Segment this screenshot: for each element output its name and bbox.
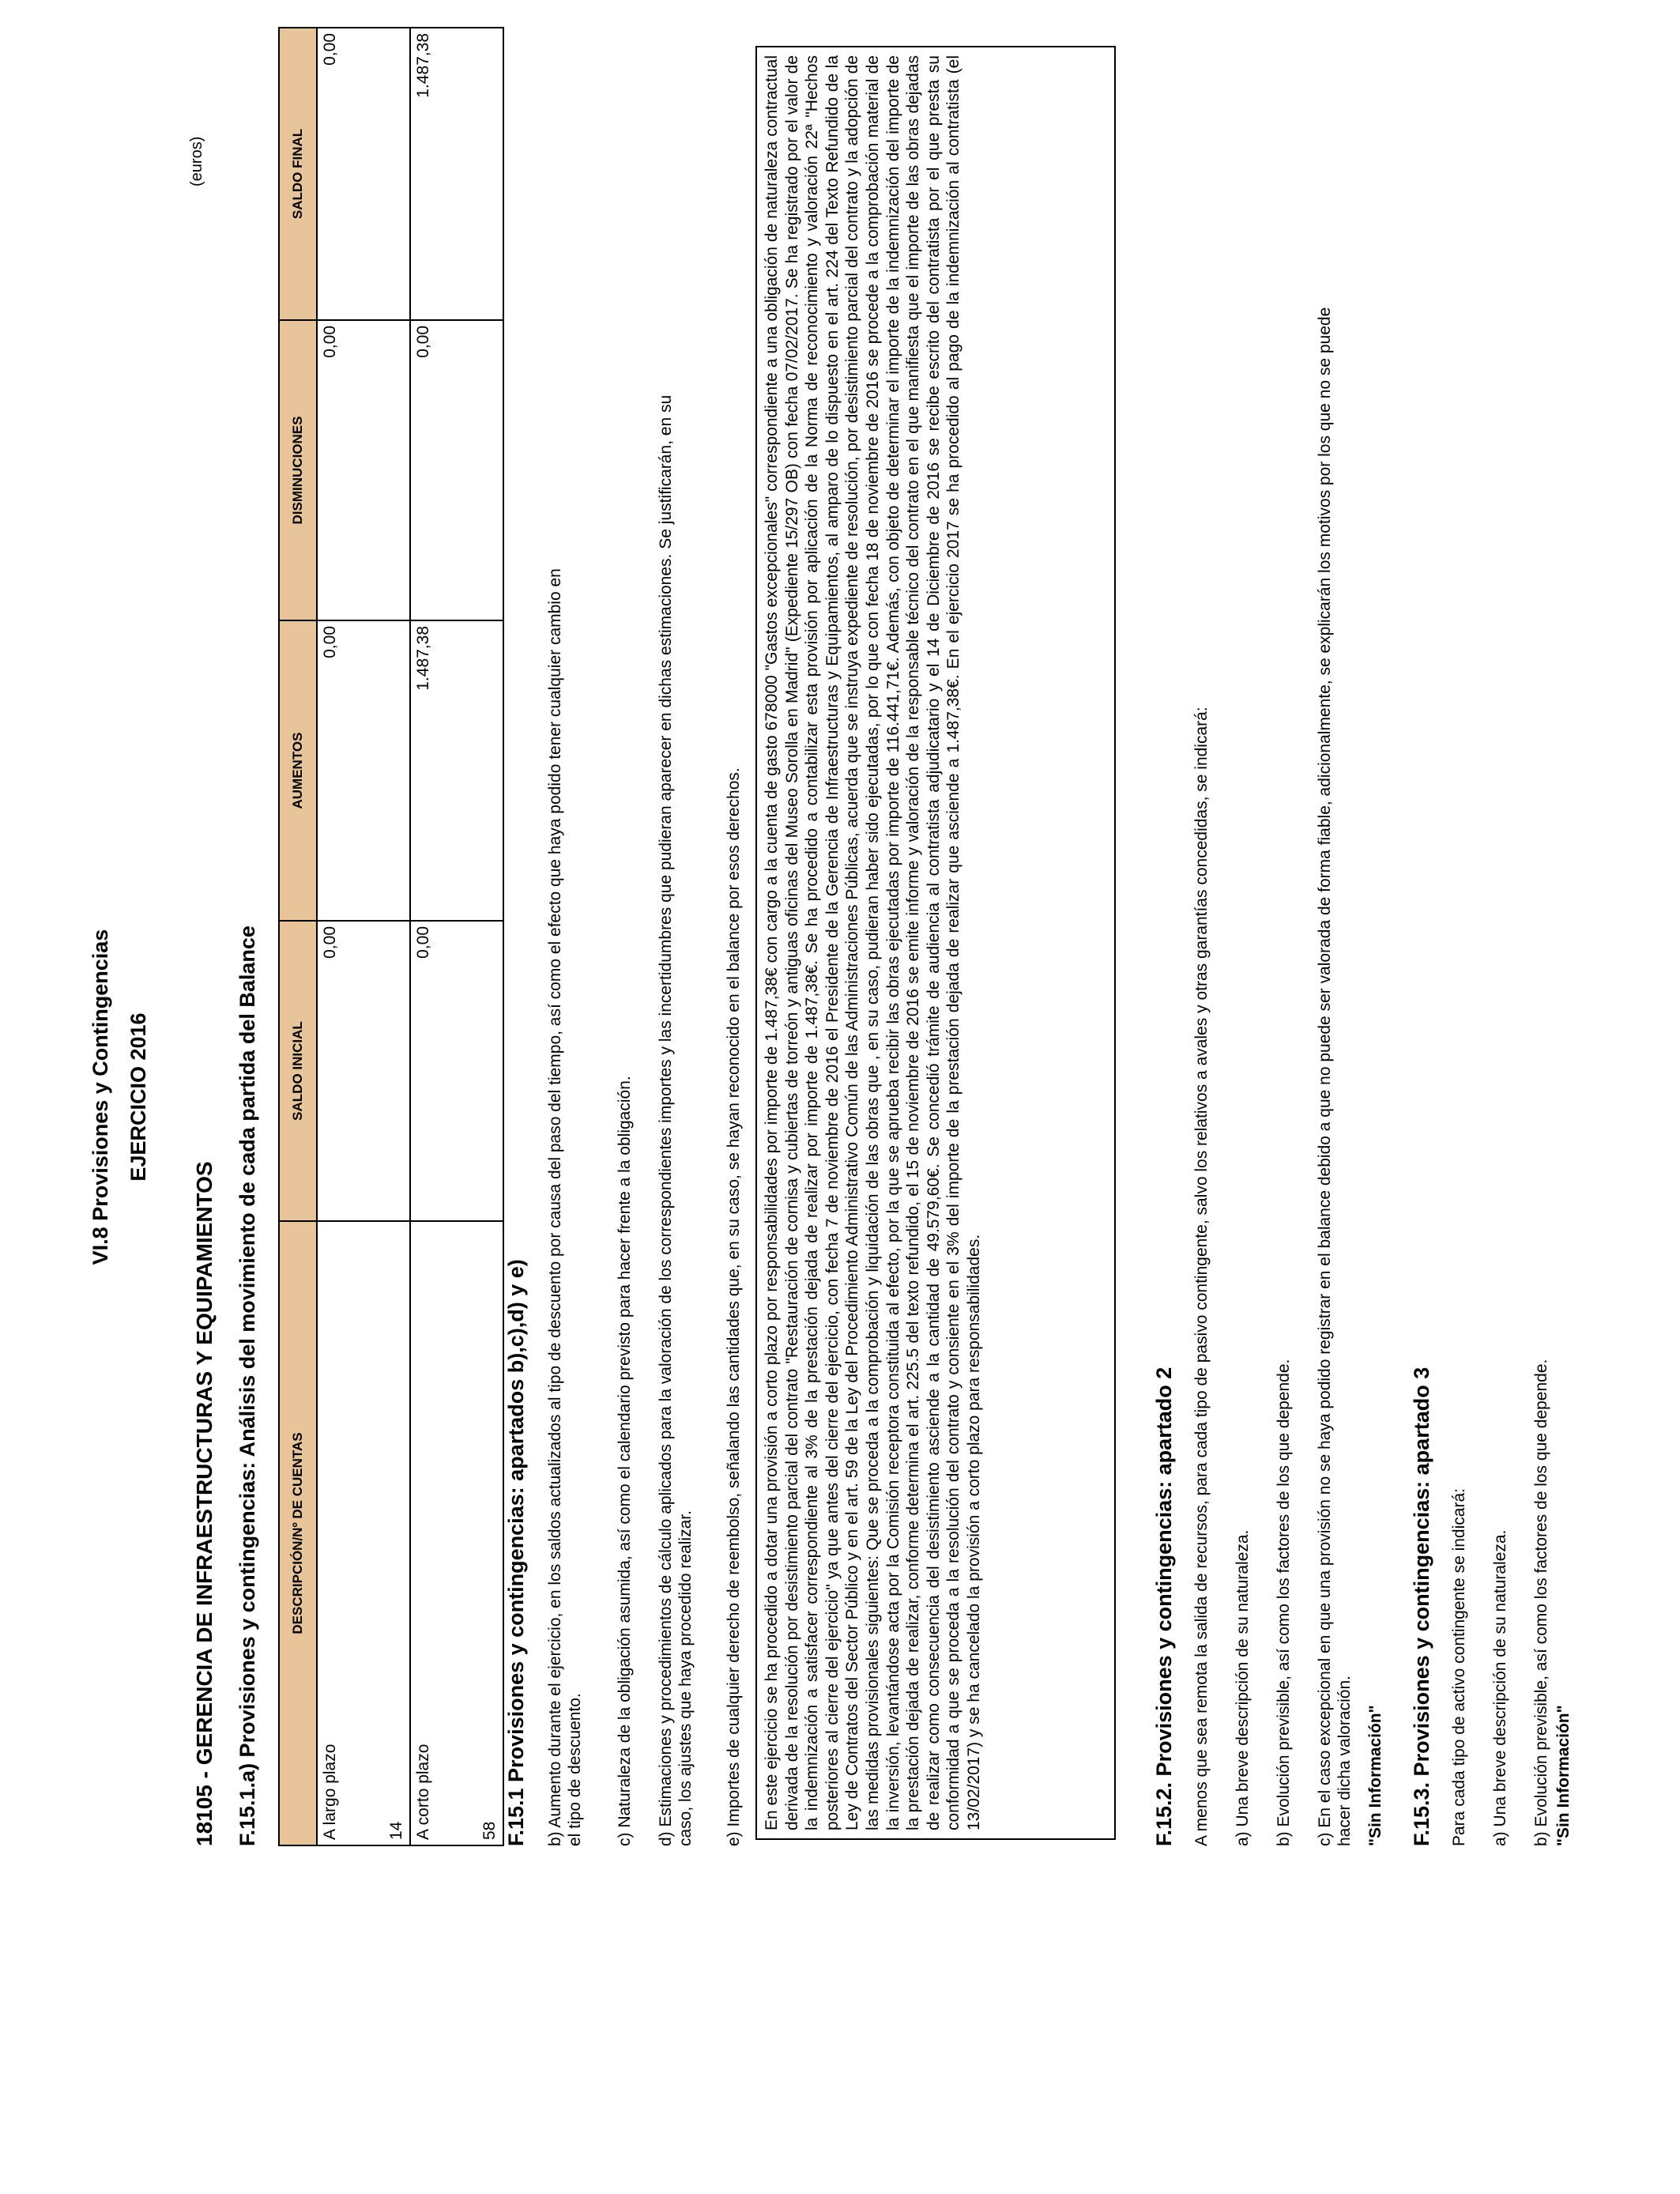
section-2-item-b: b) Evolución previsible, así como los factores de los que depende. — [1275, 1359, 1293, 1846]
section-3-no-info: "Sin Información" — [1554, 1705, 1573, 1846]
section-2-item-a: a) Una breve descripción de su naturaleza. — [1234, 1529, 1252, 1846]
row-description: A largo plazo — [317, 1221, 363, 1845]
section-1-item-b: b) Aumento durante el ejercicio, en los saldos actualizados al tipo de descuento por causa del paso del tiempo, así como el efecto que haya podido tener cualquier cambio en el tipo de descuento. — [546, 568, 584, 1846]
table-row — [317, 28, 363, 1845]
entity-heading: 18105 - GERENCIA DE INFRAESTRUCTURAS Y EQUIPAMIENTOS — [192, 1161, 217, 1846]
column-header: DISMINUCIONES — [279, 320, 317, 620]
section-1-heading: F.15.1 Provisiones y contingencias: apartados b),c),d) y e) — [504, 1259, 528, 1846]
saldo-final-cell: 1.487,38 — [410, 28, 457, 320]
section-1-item-c: c) Naturaleza de la obligación asumida, así como el calendario previsto para hacer frente a la obligación. — [616, 1076, 634, 1846]
section-1-item-e: e) Importes de cualquier derecho de reembolso, señalando las cantidades que, en su caso, se hayan reconocido en el balance por esos derechos. — [725, 767, 743, 1846]
table-row — [363, 28, 410, 1845]
movement-table — [278, 27, 504, 1846]
section-1-item-d: d) Estimaciones y procedimientos de cálculo aplicados para la valoración de los correspondientes importes y las incertidumbres que pudieran aparecer en dichas estimaciones. Se justificarán, en su caso, los ajustes que haya procedido realizar. — [657, 394, 695, 1846]
column-header: DESCRIPCIÓN/Nº DE CUENTAS — [279, 1221, 317, 1845]
row-description: A corto plazo — [410, 1221, 457, 1845]
page-title: VI.8 Provisiones y Contingencias — [89, 929, 112, 1265]
section-3-item-b: b) Evolución previsible, así como los factores de los que depende. — [1532, 1359, 1550, 1846]
exercise-label: EJERCICIO 2016 — [126, 1012, 150, 1182]
column-header: SALDO FINAL — [279, 28, 317, 320]
section-3-intro: Para cada tipo de activo contingente se indicará: — [1450, 1488, 1468, 1846]
saldo-final-cell: 0,00 — [317, 28, 363, 320]
disminuciones-cell: 0,00 — [410, 320, 457, 620]
disminuciones-cell: 0,00 — [317, 320, 363, 620]
table-row — [457, 28, 503, 1845]
row-account: 58 — [457, 1221, 503, 1845]
column-header: SALDO INICIAL — [279, 921, 317, 1221]
saldo-inicial-cell: 0,00 — [317, 921, 363, 1221]
table-header-row — [279, 28, 317, 1845]
section-3-heading: F.15.3. Provisiones y contingencias: apartado 3 — [1410, 1367, 1433, 1846]
section-2-heading: F.15.2. Provisiones y contingencias: apartado 2 — [1152, 1367, 1176, 1846]
aumentos-cell: 1.487,38 — [410, 620, 457, 921]
column-header: AUMENTOS — [279, 620, 317, 921]
aumentos-cell: 0,00 — [317, 620, 363, 921]
table-row — [410, 28, 457, 1845]
section-2-no-info: "Sin Información" — [1366, 1705, 1384, 1846]
section-a-heading: F.15.1.a) Provisiones y contingencias: Análisis del movimiento de cada partida del Balance — [235, 925, 259, 1846]
section-3-item-a: a) Una breve descripción de su naturaleza. — [1491, 1529, 1509, 1846]
provision-explanation-box: En este ejercicio se ha procedido a dotar una provisión a corto plazo por responsabilidades por importe de 1.487,38€ con cargo a la cuenta de gasto 678000 "Gastos excepcionales" correspondiente a una obligación de naturaleza contractual derivada de la resolución por desistimiento parcial del contrato "Restauración de cornisa y cubiertas de torreón y antiguas oficinas del Museo Sorolla en Madrid" (Expediente 15/297 OB) con fecha 07/02/2017. Se ha registrado por el valor de la indemnización a satisfacer correspondiente al 3% de la prestación dejada de realizar por importe de 1.487,38€. Se ha procedido a contabilizar esta provisión por aplicación de la Norma de reconocimiento y valoración 22ª "Hechos posteriores al cierre del ejercicio" ya que antes del cierre del ejercicio, con fecha 7 de noviembre de 2016 el Presidente de la Gerencia de Infraestructuras y Equipamientos, al amparo de lo dispuesto en el art. 224 del Texto Refundido de la Ley de Contratos del Sector Público y en el art. 59 de la Ley del Procedimiento Administrativo Común de las Administraciones Públicas, acuerda que se instruya expediente de resolución, por desistimiento parcial del contrato y la adopción de las medidas provisionales siguientes: Que se proceda a la comprobación y liquidación de las obras que , en su caso, pudieran haber sido ejecutadas, por lo que con fecha 18 de noviembre de 2016 se procede a la comprobación material de la inversión, levantándose acta por la Comisión receptora constituida al efecto, por la que se aprueba recibir las obras ejecutadas por importe de 116.441,71€. Además, con objeto de determinar el importe de la indemnización del importe de la prestación dejada de realizar, conforme determina el art. 225.5 del texto refundido, el 15 de noviembre de 2016 se emite informe y valoración de la responsable técnico del contrato en el que manifiesta que el importe de las obras dejadas de realizar como consecuencia del desistimiento asciende a la cantidad de 49.579,60€. Se concedió trámite de audiencia al contratista adjudicatario y el 14 de Diciembre de 2016 se recibe escrito del contratista por el que presta su conformidad a que se proceda a la resolución del contrato y consiente en el 3% del importe de la prestación dejada de realizar que asciende a 1.487,38€. En el ejercicio 2017 se ha procedido al pago de la indemnización al contratista (el 13/02/2017) y se ha cancelado la provisión a corto plazo para responsabilidades. — [755, 46, 1116, 1840]
row-account: 14 — [363, 1221, 410, 1845]
section-2-intro: A menos que sea remota la salida de recursos, para cada tipo de pasivo contingente, salvo los relativos a avales y otras garantías concedidas, se indicará: — [1192, 707, 1211, 1846]
currency-note: (euros) — [188, 136, 205, 187]
section-2-item-c: c) En el caso excepcional en que una provisión no se haya podido registrar en el balance debido a que no puede ser valorada de forma fiable, adicionalmente, se explicarán los motivos por los que no se puede hacer dicha valoración. — [1316, 307, 1354, 1846]
saldo-inicial-cell: 0,00 — [410, 921, 457, 1221]
